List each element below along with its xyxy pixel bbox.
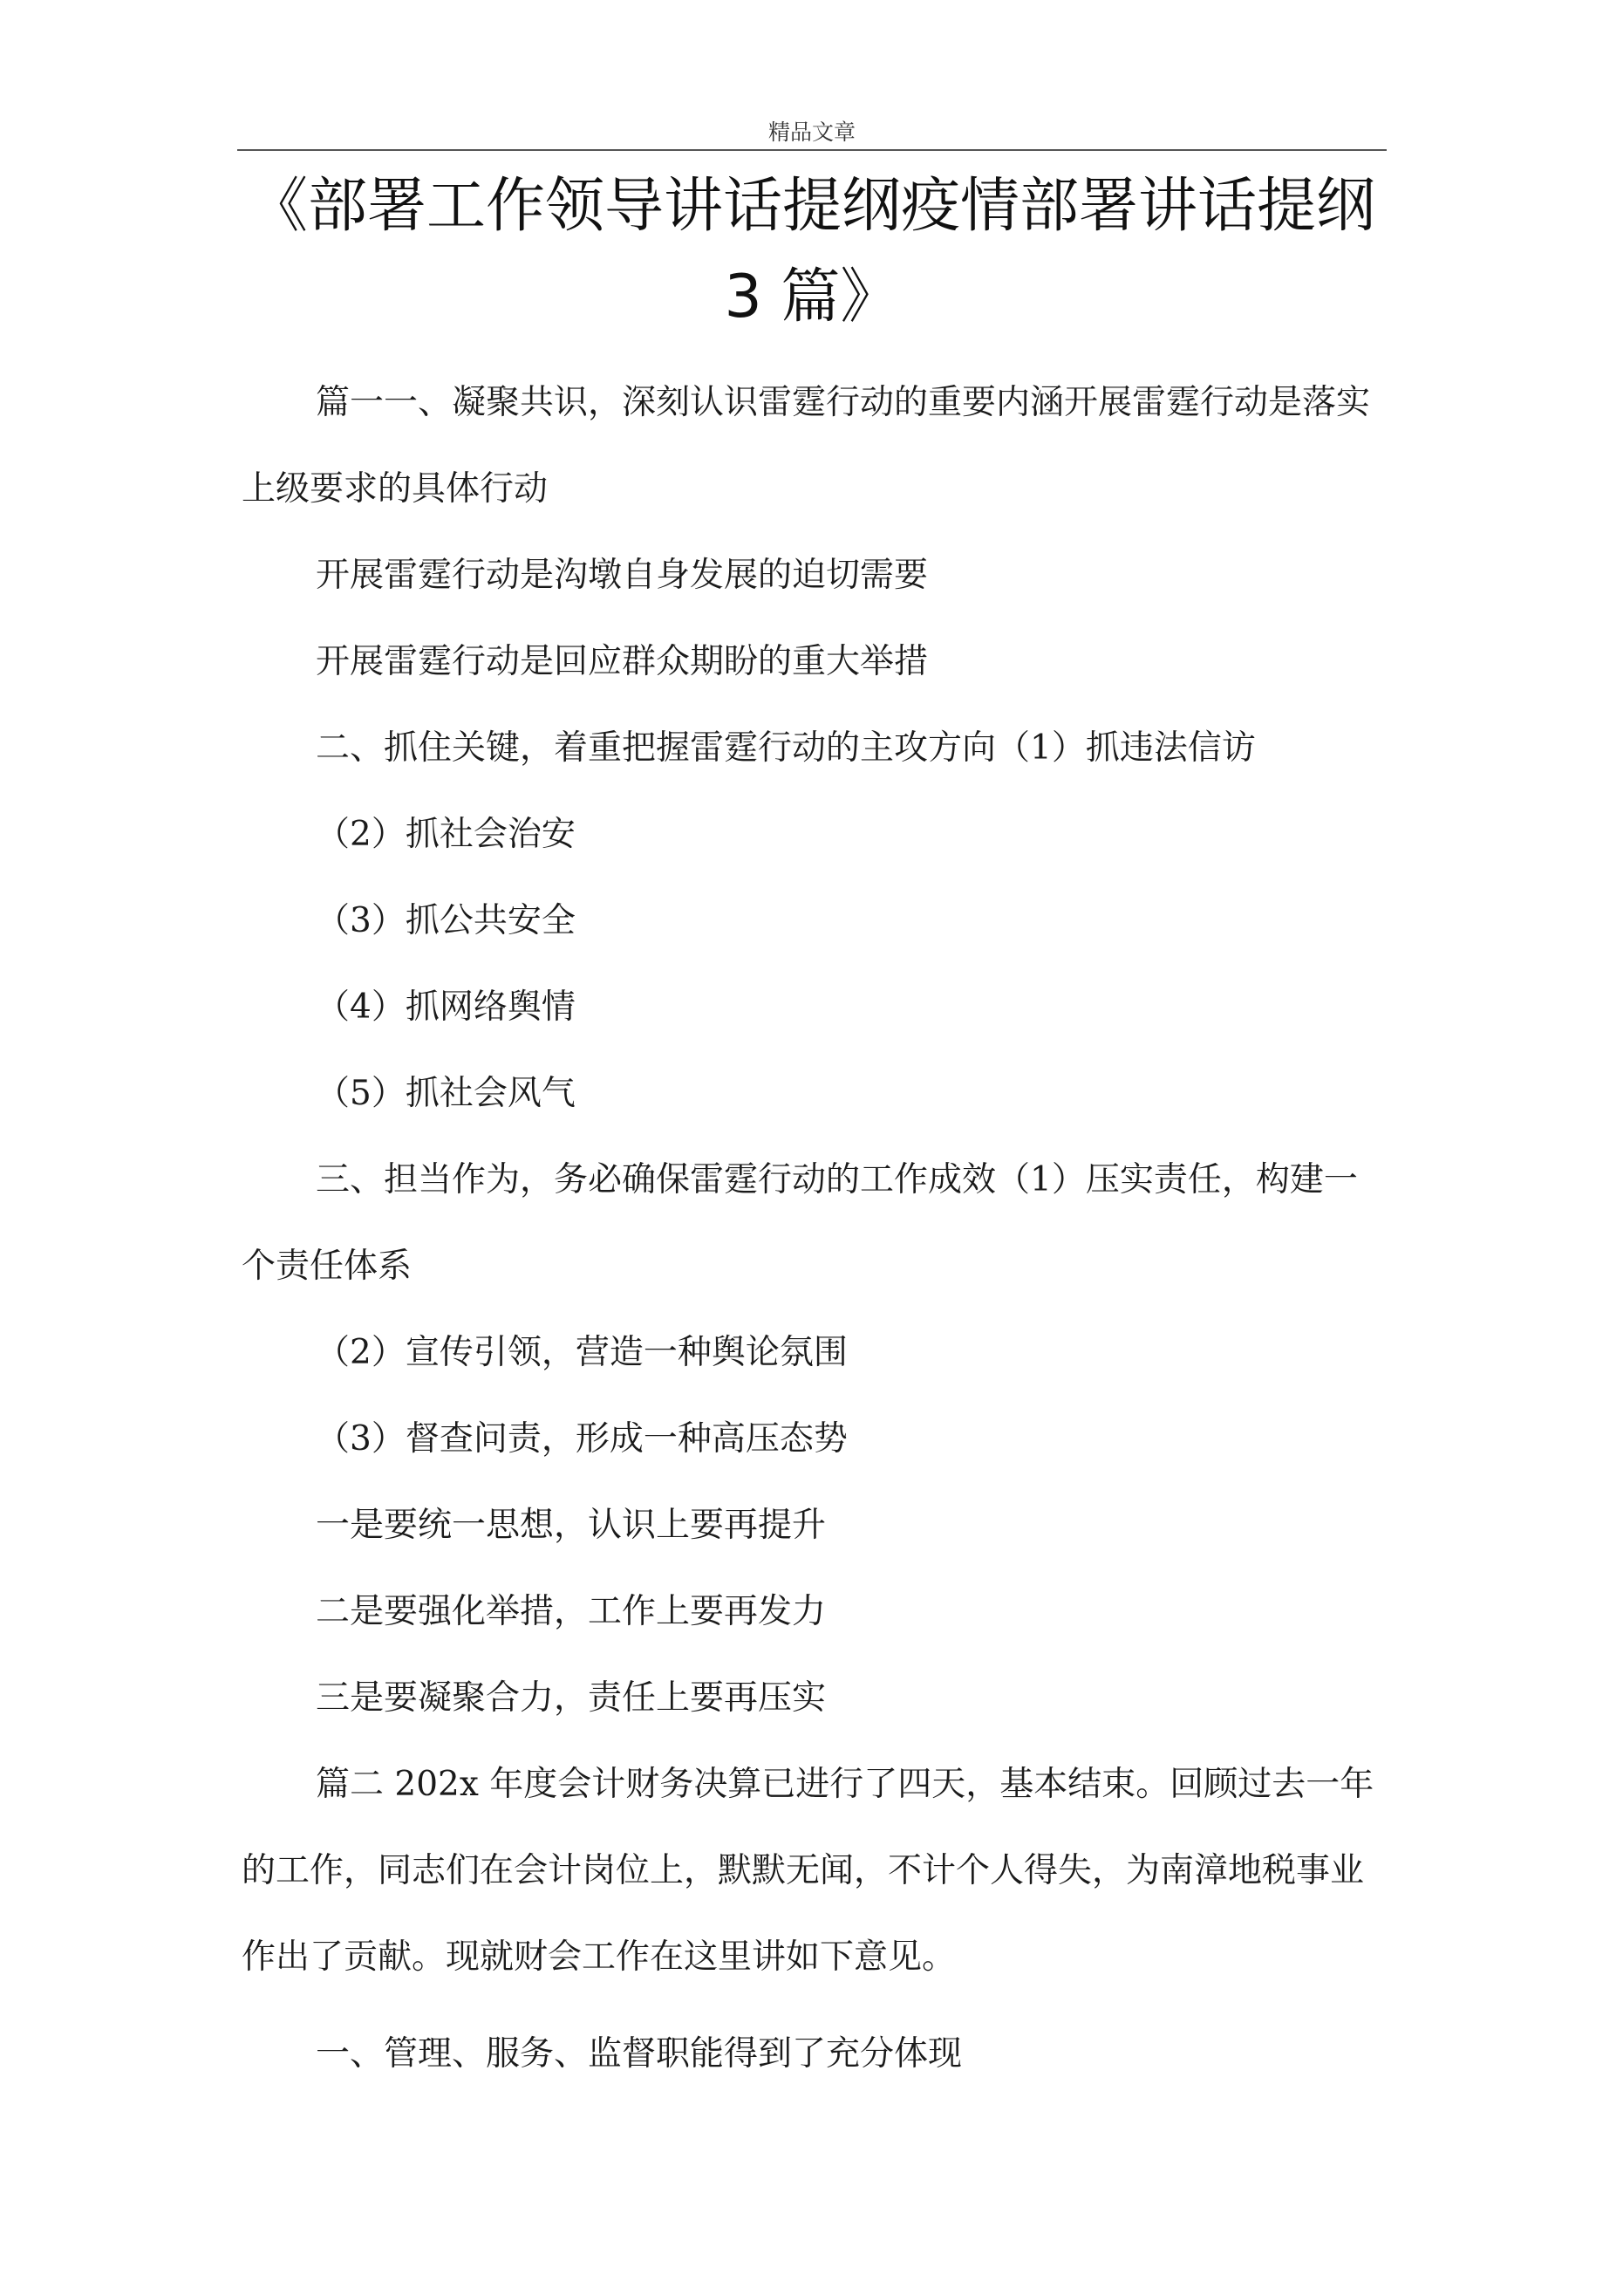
paragraph: 篇二 202x 年度会计财务决算已进行了四天，基本结束。回顾过去一年的工作，同志们在会计岗位上，默默无闻，不计个人得失，为南漳地税事业作出了贡献。现就财会工作在这里讲如下意见。 [242,1765,1374,1977]
document-body [242,359,1388,2097]
title-line-2: 3 篇》 [724,263,900,331]
paragraph: 开展雷霆行动是沟墩自身发展的迫切需要 [316,556,929,595]
paragraph: （3）督查问责，形成一种高压态势 [316,1419,848,1459]
paragraph: 一、管理、服务、监督职能得到了充分体现 [316,2034,963,2074]
paragraph: 三、担当作为，务必确保雷霆行动的工作成效（1）压实责任，构建一个责任体系 [242,1160,1358,1286]
paragraph: （3）抓公共安全 [316,901,576,940]
paragraph: 篇一一、凝聚共识，深刻认识雷霆行动的重要内涵开展雷霆行动是落实上级要求的具体行动 [242,383,1371,509]
paragraph: 二是要强化举措，工作上要再发力 [316,1592,827,1631]
paragraph: （5）抓社会风气 [316,1074,576,1113]
page-header: 精品文章 [767,120,856,145]
paragraph: 二、抓住关键，着重把握雷霆行动的主攻方向（1）抓违法信访 [316,728,1256,768]
paragraph: 开展雷霆行动是回应群众期盼的重大举措 [316,642,929,681]
paragraph: （2）抓社会治安 [316,815,576,854]
paragraph: （4）抓网络舆情 [316,987,576,1027]
header-divider [237,149,1387,151]
paragraph: （2）宣传引领，营造一种舆论氛围 [316,1333,848,1372]
paragraph: 一是要统一思想，认识上要再提升 [316,1506,827,1545]
title-line-1: 《部署工作领导讲话提纲疫情部署讲话提纲 [248,172,1375,241]
document-title [237,161,1387,343]
paragraph: 三是要凝聚合力，责任上要再压实 [316,1678,827,1718]
